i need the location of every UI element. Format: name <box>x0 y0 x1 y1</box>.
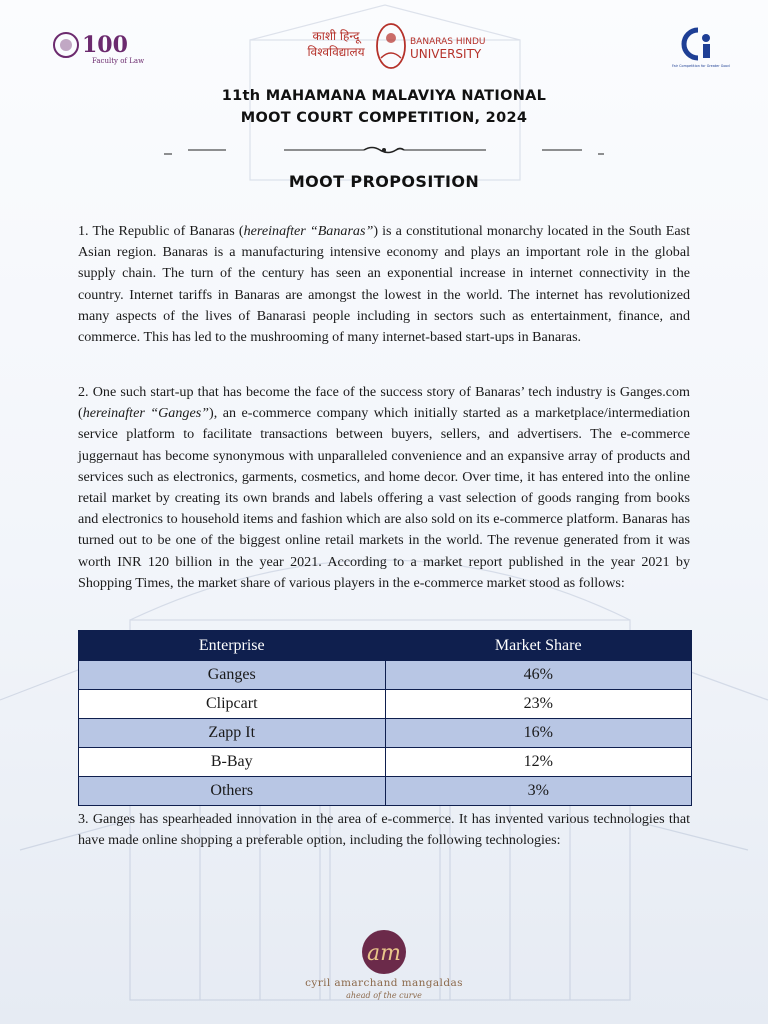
paragraph-1-emphasis: hereinafter “Banaras” <box>243 223 374 239</box>
competition-title-line2: MOOT COURT COMPETITION, 2024 <box>240 110 528 126</box>
share-cell: 16% <box>385 719 692 748</box>
paragraph-3: 3. Ganges has spearheaded innovation in the area of e-commerce. It has invented various technologies that have made online shopping a preferable option, including the following technologies: <box>78 811 690 849</box>
competition-title-line1: 11th MAHAMANA MALAVIYA NATIONAL <box>221 88 547 104</box>
bhu-hindi-line1: काशी हिन्दू <box>312 29 360 43</box>
cam-monogram-icon: am <box>367 941 401 966</box>
share-cell: 23% <box>385 690 692 719</box>
faculty-logo-text: Faculty of Law <box>92 57 145 65</box>
header-market-share: Market Share <box>385 631 692 661</box>
enterprise-cell: Others <box>79 777 386 806</box>
bhu-emblem-icon <box>377 24 405 68</box>
bhu-english-line1: BANARAS HINDU <box>410 37 486 47</box>
table-row <box>79 661 692 690</box>
ornamental-divider <box>0 144 768 158</box>
cam-logo <box>340 928 428 976</box>
cci-caption: Fair Competition for Greater Good <box>672 64 730 68</box>
share-cell: 3% <box>385 777 692 806</box>
market-share-table <box>78 630 692 806</box>
table-row <box>79 777 692 806</box>
cci-logo <box>668 24 730 74</box>
header-enterprise: Enterprise <box>79 631 386 661</box>
paragraph-2-emphasis: hereinafter “Ganges” <box>82 405 210 422</box>
firm-name: cyril amarchand mangaldas <box>305 977 463 989</box>
enterprise-cell: Ganges <box>79 661 386 690</box>
paragraph-2-text-b: ), an e-commerce company which initially started as a marketplace/intermediation service platform to facilitate transactions between buyers, sellers, and advertisers. The e-commerce juggernaut has become synonymous with unparalleled convenience and an expansive array of products and services such as electronics, garments, cosmetics, and home decor. Over time, it has entered into the online retail market by creating its own brands and labels offering a vast selection of goods ranging from books and electronics to household items and fashion which are also sold on its e-commerce platform. Banaras has turned out to be one of the biggest online retail markets in the world. The revenue generated from it was worth INR 120 billion in the year 2021. According to a market report published in the year 2021 by Shopping Times, the market share of various players in the e-commerce market stood as follows: <box>78 405 691 591</box>
paragraph-1-text-a: 1. The Republic of Banaras ( <box>78 223 244 239</box>
faculty-of-law-logo <box>52 28 152 68</box>
paragraph-1 <box>78 221 690 348</box>
firm-tagline: ahead of the curve <box>346 991 422 1000</box>
enterprise-cell: Clipcart <box>79 690 386 719</box>
table-row <box>79 690 692 719</box>
table-row <box>79 719 692 748</box>
table-row <box>79 748 692 777</box>
table-header-row <box>79 631 692 661</box>
cci-emblem-icon <box>684 30 710 58</box>
bhu-logo <box>296 18 486 72</box>
paragraph-1-text-b: ) is a constitutional monarchy located in the South East Asian region. Banaras is a manufacturing intensive economy and plays an important role in the global supply chain. The turn of the century has seen an exponential increase in internet connectivity in the country. Internet tariffs in Banaras are amongst the lowest in the world. The internet has revolutionized many aspects of the lives of Banarasi people including in sectors such as entertainment, finance, and commerce. This has led to the mushrooming of many internet-based start-ups in Banaras. <box>78 223 690 346</box>
enterprise-cell: Zapp It <box>79 719 386 748</box>
enterprise-cell: B-Bay <box>79 748 386 777</box>
bhu-english-line2: UNIVERSITY <box>410 47 482 61</box>
svg-text:100: 100 <box>82 32 128 58</box>
share-cell: 12% <box>385 748 692 777</box>
paragraph-2-text-a: 2. One such start-up that has become the face of the success story of Banaras’ tech industry is Ganges.com ( <box>78 384 690 422</box>
section-title: MOOT PROPOSITION <box>288 172 480 191</box>
bhu-hindi-line2: विश्वविद्यालय <box>307 45 365 59</box>
paragraph-2 <box>78 382 690 594</box>
share-cell: 46% <box>385 661 692 690</box>
